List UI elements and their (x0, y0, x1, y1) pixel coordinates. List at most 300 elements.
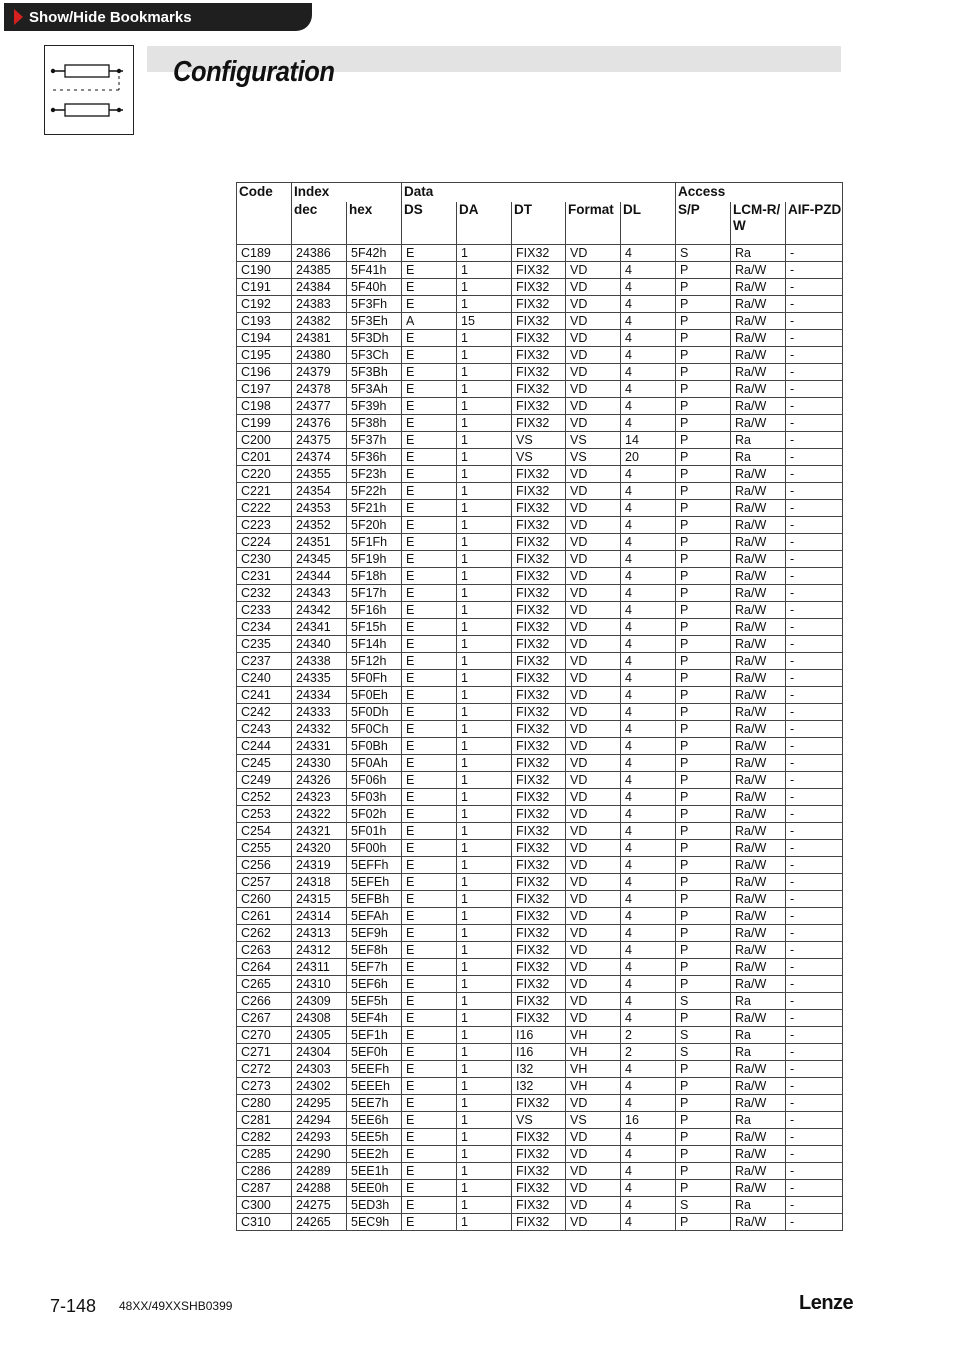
table-cell: Ra/W (731, 670, 786, 687)
table-cell: VD (566, 398, 621, 415)
table-cell: - (786, 959, 843, 976)
table-cell: - (786, 670, 843, 687)
table-cell: FIX32 (512, 721, 566, 738)
table-cell: P (676, 313, 731, 330)
table-cell: C232 (237, 585, 292, 602)
table-row (237, 874, 843, 891)
table-cell: P (676, 823, 731, 840)
table-cell: 1 (457, 1010, 512, 1027)
table-cell: VD (566, 585, 621, 602)
table-cell: FIX32 (512, 670, 566, 687)
table-cell: - (786, 721, 843, 738)
table-cell: 1 (457, 568, 512, 585)
table-cell: C190 (237, 262, 292, 279)
show-hide-bookmarks-button[interactable] (4, 3, 312, 31)
table-cell: C286 (237, 1163, 292, 1180)
table-cell: VS (512, 1112, 566, 1129)
table-cell: FIX32 (512, 789, 566, 806)
table-cell: 5F36h (347, 449, 402, 466)
table-cell: - (786, 398, 843, 415)
table-cell: Ra (731, 1112, 786, 1129)
table-cell: E (402, 704, 457, 721)
table-cell: E (402, 687, 457, 704)
table-cell: VD (566, 857, 621, 874)
table-cell: P (676, 568, 731, 585)
table-cell: 1 (457, 942, 512, 959)
table-cell: 5F3Ah (347, 381, 402, 398)
table-cell: FIX32 (512, 1010, 566, 1027)
table-cell: 24319 (292, 857, 347, 874)
table-cell: 24338 (292, 653, 347, 670)
table-cell: VD (566, 636, 621, 653)
table-cell: FIX32 (512, 415, 566, 432)
table-cell: 4 (621, 1197, 676, 1214)
table-cell: 24326 (292, 772, 347, 789)
table-cell: C221 (237, 483, 292, 500)
table-cell: P (676, 466, 731, 483)
table-cell: 5EF9h (347, 925, 402, 942)
table-cell: C223 (237, 517, 292, 534)
table-row (237, 483, 843, 500)
table-cell: Ra/W (731, 1129, 786, 1146)
table-cell: A (402, 313, 457, 330)
table-cell: - (786, 296, 843, 313)
table-cell: Ra/W (731, 381, 786, 398)
table-row (237, 653, 843, 670)
table-cell: 1 (457, 1078, 512, 1095)
table-cell: E (402, 432, 457, 449)
table-cell: - (786, 602, 843, 619)
table-cell: 5F0Ch (347, 721, 402, 738)
table-cell: 1 (457, 908, 512, 925)
table-cell: 5EF1h (347, 1027, 402, 1044)
table-cell: E (402, 1044, 457, 1061)
table-cell: 4 (621, 1180, 676, 1197)
table-cell: 5F40h (347, 279, 402, 296)
table-cell: FIX32 (512, 942, 566, 959)
table-cell: 4 (621, 466, 676, 483)
table-row (237, 517, 843, 534)
table-cell: 4 (621, 772, 676, 789)
table-cell: FIX32 (512, 959, 566, 976)
table-cell: 4 (621, 857, 676, 874)
table-cell: E (402, 381, 457, 398)
table-cell: 1 (457, 449, 512, 466)
table-cell: Ra/W (731, 347, 786, 364)
table-cell: 24375 (292, 432, 347, 449)
table-cell: 24335 (292, 670, 347, 687)
page-title: Configuration (173, 56, 335, 88)
table-row (237, 806, 843, 823)
table-cell: C265 (237, 976, 292, 993)
table-cell: VD (566, 517, 621, 534)
table-cell: 15 (457, 313, 512, 330)
table-cell: VH (566, 1044, 621, 1061)
table-cell: 5F02h (347, 806, 402, 823)
table-cell: VD (566, 500, 621, 517)
table-cell: FIX32 (512, 551, 566, 568)
table-cell: FIX32 (512, 466, 566, 483)
table-cell: C270 (237, 1027, 292, 1044)
table-cell: VD (566, 704, 621, 721)
table-cell: 24385 (292, 262, 347, 279)
header-index: Index (292, 183, 347, 203)
table-cell: Ra/W (731, 1163, 786, 1180)
table-cell: E (402, 823, 457, 840)
table-cell: 5F3Dh (347, 330, 402, 347)
table-cell: P (676, 381, 731, 398)
table-row (237, 823, 843, 840)
table-cell: FIX32 (512, 619, 566, 636)
table-cell: - (786, 789, 843, 806)
table-row (237, 466, 843, 483)
table-cell: 1 (457, 704, 512, 721)
table-cell: FIX32 (512, 330, 566, 347)
table-cell: E (402, 1163, 457, 1180)
table-cell: Ra/W (731, 364, 786, 381)
table-cell: 24334 (292, 687, 347, 704)
table-cell: Ra/W (731, 959, 786, 976)
table-cell: Ra/W (731, 1146, 786, 1163)
table-cell: Ra/W (731, 738, 786, 755)
table-cell: 5F3Eh (347, 313, 402, 330)
table-cell: C197 (237, 381, 292, 398)
table-cell: 4 (621, 619, 676, 636)
table-cell: FIX32 (512, 262, 566, 279)
table-row (237, 1112, 843, 1129)
table-cell: - (786, 381, 843, 398)
table-cell: FIX32 (512, 1214, 566, 1231)
table-cell: FIX32 (512, 534, 566, 551)
table-cell: - (786, 653, 843, 670)
table-cell: Ra (731, 449, 786, 466)
table-row (237, 993, 843, 1010)
table-cell: FIX32 (512, 738, 566, 755)
table-cell: Ra/W (731, 313, 786, 330)
table-cell: P (676, 585, 731, 602)
table-cell: Ra/W (731, 1061, 786, 1078)
table-cell: Ra/W (731, 483, 786, 500)
table-cell: 24330 (292, 755, 347, 772)
table-cell: 4 (621, 891, 676, 908)
table-cell: VH (566, 1078, 621, 1095)
table-cell: C287 (237, 1180, 292, 1197)
table-cell: FIX32 (512, 1180, 566, 1197)
table-cell: 1 (457, 432, 512, 449)
table-row (237, 364, 843, 381)
table-cell: P (676, 330, 731, 347)
table-cell: - (786, 585, 843, 602)
table-cell: FIX32 (512, 602, 566, 619)
table-cell: 24314 (292, 908, 347, 925)
table-row (237, 1163, 843, 1180)
table-cell: FIX32 (512, 687, 566, 704)
table-cell: P (676, 500, 731, 517)
table-cell: 4 (621, 313, 676, 330)
table-cell: 4 (621, 653, 676, 670)
table-cell: C271 (237, 1044, 292, 1061)
table-cell: C220 (237, 466, 292, 483)
table-cell: - (786, 466, 843, 483)
table-cell: P (676, 755, 731, 772)
table-cell: Ra/W (731, 840, 786, 857)
table-cell: P (676, 364, 731, 381)
table-cell: Ra/W (731, 687, 786, 704)
table-cell: - (786, 262, 843, 279)
table-cell: 1 (457, 483, 512, 500)
table-cell: E (402, 534, 457, 551)
table-cell: 4 (621, 415, 676, 432)
table-cell: 4 (621, 568, 676, 585)
table-cell: 24308 (292, 1010, 347, 1027)
table-cell: 5F42h (347, 245, 402, 262)
table-cell: E (402, 262, 457, 279)
table-cell: C200 (237, 432, 292, 449)
table-cell: 24295 (292, 1095, 347, 1112)
table-cell: 5F0Eh (347, 687, 402, 704)
table-cell: 5F06h (347, 772, 402, 789)
table-cell: 1 (457, 279, 512, 296)
table-cell: 24305 (292, 1027, 347, 1044)
table-cell: 20 (621, 449, 676, 466)
table-row (237, 1197, 843, 1214)
table-cell: - (786, 1061, 843, 1078)
table-cell: 4 (621, 245, 676, 262)
table-cell: C272 (237, 1061, 292, 1078)
table-cell: - (786, 755, 843, 772)
table-cell: P (676, 517, 731, 534)
table-cell: P (676, 1129, 731, 1146)
table-cell: P (676, 483, 731, 500)
table-cell: 4 (621, 942, 676, 959)
table-cell: Ra (731, 1044, 786, 1061)
table-cell: - (786, 806, 843, 823)
table-cell: FIX32 (512, 500, 566, 517)
table-cell: P (676, 1078, 731, 1095)
table-cell: E (402, 891, 457, 908)
table-cell: VD (566, 806, 621, 823)
table-cell: E (402, 330, 457, 347)
table-cell: VD (566, 959, 621, 976)
table-cell: Ra/W (731, 823, 786, 840)
table-cell: 5F18h (347, 568, 402, 585)
table-row (237, 551, 843, 568)
table-cell: - (786, 738, 843, 755)
table-cell: 1 (457, 381, 512, 398)
table-cell: Ra/W (731, 534, 786, 551)
table-cell: C199 (237, 415, 292, 432)
table-cell: - (786, 874, 843, 891)
table-cell: FIX32 (512, 381, 566, 398)
table-cell: 24315 (292, 891, 347, 908)
table-cell: C249 (237, 772, 292, 789)
table-cell: VD (566, 602, 621, 619)
table-cell: C242 (237, 704, 292, 721)
table-cell: Ra/W (731, 806, 786, 823)
table-cell: VD (566, 619, 621, 636)
table-cell: P (676, 398, 731, 415)
header-aif-pzd: AIF-PZD (786, 202, 843, 245)
table-cell: VD (566, 823, 621, 840)
table-cell: C252 (237, 789, 292, 806)
table-cell: 5EEEh (347, 1078, 402, 1095)
table-cell: FIX32 (512, 585, 566, 602)
table-cell: VD (566, 296, 621, 313)
table-cell: E (402, 721, 457, 738)
table-cell: - (786, 857, 843, 874)
table-cell: Ra/W (731, 1214, 786, 1231)
table-cell: 5EEFh (347, 1061, 402, 1078)
table-cell: C261 (237, 908, 292, 925)
table-cell: 24312 (292, 942, 347, 959)
table-cell: FIX32 (512, 653, 566, 670)
table-row (237, 347, 843, 364)
configuration-icon (44, 45, 134, 135)
table-cell: 2 (621, 1044, 676, 1061)
table-cell: P (676, 857, 731, 874)
table-cell: 4 (621, 959, 676, 976)
table-cell: E (402, 755, 457, 772)
table-cell: C253 (237, 806, 292, 823)
table-cell: 5EF7h (347, 959, 402, 976)
table-cell: FIX32 (512, 755, 566, 772)
table-cell: 4 (621, 755, 676, 772)
table-cell: - (786, 1112, 843, 1129)
table-cell: 4 (621, 738, 676, 755)
table-cell: 4 (621, 517, 676, 534)
table-cell: 1 (457, 466, 512, 483)
table-cell: P (676, 1146, 731, 1163)
table-row (237, 500, 843, 517)
table-cell: 4 (621, 1078, 676, 1095)
table-cell: 4 (621, 704, 676, 721)
table-cell: P (676, 874, 731, 891)
table-cell: 5ED3h (347, 1197, 402, 1214)
table-cell: C243 (237, 721, 292, 738)
table-cell: 1 (457, 1163, 512, 1180)
table-cell: C262 (237, 925, 292, 942)
table-cell: P (676, 1095, 731, 1112)
table-cell: 1 (457, 806, 512, 823)
table-cell: 5F39h (347, 398, 402, 415)
table-cell: FIX32 (512, 1129, 566, 1146)
header-dl: DL (621, 202, 676, 245)
table-row (237, 568, 843, 585)
table-cell: E (402, 1061, 457, 1078)
table-cell: VD (566, 772, 621, 789)
table-cell: E (402, 296, 457, 313)
table-cell: C222 (237, 500, 292, 517)
table-cell: FIX32 (512, 874, 566, 891)
table-cell: P (676, 619, 731, 636)
table-cell: VD (566, 483, 621, 500)
table-cell: C255 (237, 840, 292, 857)
table-cell: 5F14h (347, 636, 402, 653)
table-cell: Ra/W (731, 976, 786, 993)
table-cell: 4 (621, 806, 676, 823)
table-cell: P (676, 738, 731, 755)
table-cell: E (402, 857, 457, 874)
table-cell: 24386 (292, 245, 347, 262)
table-cell: 5F19h (347, 551, 402, 568)
table-cell: I16 (512, 1044, 566, 1061)
table-cell: P (676, 296, 731, 313)
table-cell: 24290 (292, 1146, 347, 1163)
table-cell: C192 (237, 296, 292, 313)
table-cell: 5F17h (347, 585, 402, 602)
table-cell: 24321 (292, 823, 347, 840)
table-cell: 4 (621, 262, 676, 279)
table-cell: - (786, 364, 843, 381)
table-cell: C198 (237, 398, 292, 415)
table-cell: 1 (457, 1044, 512, 1061)
table-cell: 1 (457, 1129, 512, 1146)
table-cell: E (402, 1214, 457, 1231)
table-cell: FIX32 (512, 347, 566, 364)
table-cell: VD (566, 993, 621, 1010)
table-cell: - (786, 619, 843, 636)
table-cell: E (402, 1112, 457, 1129)
table-cell: E (402, 738, 457, 755)
table-cell: E (402, 483, 457, 500)
table-cell: 1 (457, 738, 512, 755)
table-cell: 5F23h (347, 466, 402, 483)
table-cell: 24275 (292, 1197, 347, 1214)
table-cell: VD (566, 1197, 621, 1214)
table-cell: E (402, 245, 457, 262)
table-cell: 24340 (292, 636, 347, 653)
table-row (237, 1129, 843, 1146)
table-cell: 4 (621, 993, 676, 1010)
table-cell: E (402, 636, 457, 653)
table-cell: 1 (457, 364, 512, 381)
table-cell: Ra/W (731, 721, 786, 738)
table-cell: 1 (457, 721, 512, 738)
table-cell: - (786, 313, 843, 330)
table-cell: C266 (237, 993, 292, 1010)
table-cell: 1 (457, 245, 512, 262)
table-cell: 24332 (292, 721, 347, 738)
table-cell: C224 (237, 534, 292, 551)
table-cell: 4 (621, 721, 676, 738)
table-cell: 24380 (292, 347, 347, 364)
table-cell: 5EFFh (347, 857, 402, 874)
table-cell: 1 (457, 517, 512, 534)
table-row (237, 840, 843, 857)
table-cell: Ra (731, 1197, 786, 1214)
table-cell: 24355 (292, 466, 347, 483)
table-cell: P (676, 279, 731, 296)
table-cell: Ra/W (731, 1078, 786, 1095)
table-cell: VD (566, 347, 621, 364)
table-cell: - (786, 534, 843, 551)
table-cell: E (402, 1197, 457, 1214)
table-cell: VD (566, 381, 621, 398)
table-cell: - (786, 976, 843, 993)
table-cell: 1 (457, 857, 512, 874)
table-cell: - (786, 517, 843, 534)
document-code: 48XX/49XXSHB0399 (119, 1299, 233, 1313)
table-cell: 1 (457, 585, 512, 602)
table-cell: P (676, 1180, 731, 1197)
table-cell: 5EE2h (347, 1146, 402, 1163)
table-cell: 24289 (292, 1163, 347, 1180)
table-cell: 5EE5h (347, 1129, 402, 1146)
table-cell: I32 (512, 1061, 566, 1078)
table-cell: Ra/W (731, 296, 786, 313)
table-cell: 24311 (292, 959, 347, 976)
table-cell: P (676, 449, 731, 466)
